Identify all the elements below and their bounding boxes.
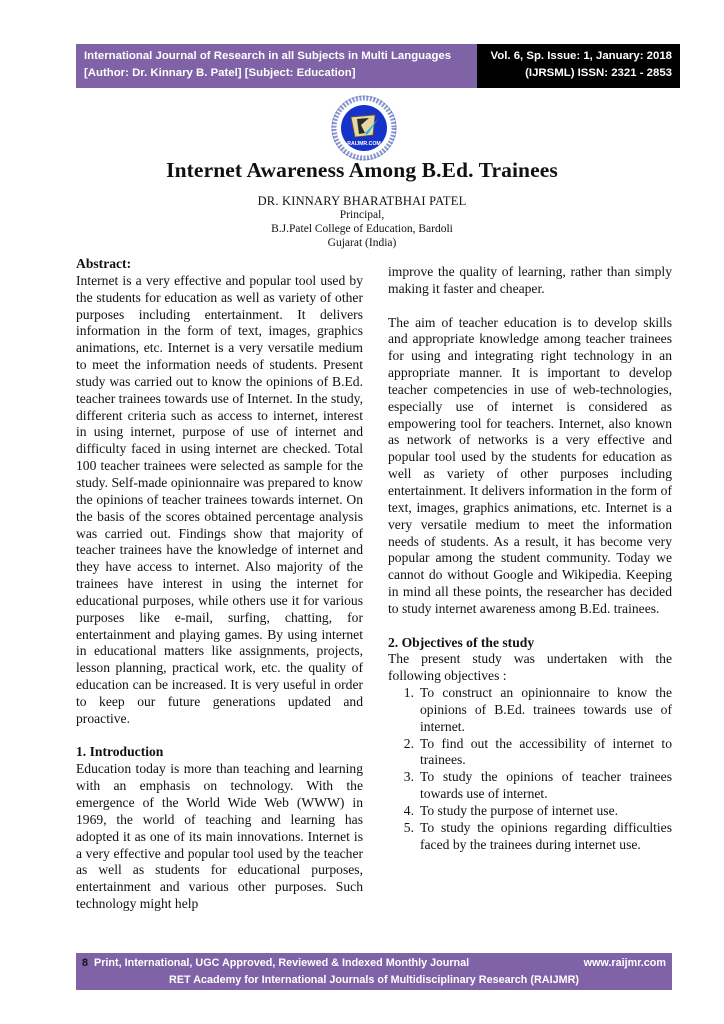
introduction-paragraph-1: Education today is more than teaching and learning with an emphasis on technology. With the emergence of the World Wide Web (WWW) in 1969, the world of teaching and learning has adopted it as one of its main innovations. Internet is a very effective and popular tool used by the teacher as well as students for educational purposes, entertainment and various other purposes. Such technology might help [76,761,363,912]
introduction-paragraph-2: The aim of teacher education is to develop skills and appropriate knowledge among teacher trainees for using and integrating right technology in an appropriate manner. It is important to develop teacher competencies in use of web-technologies, especially use of internet is considered as empowering tool for teachers. Internet, also known as network of networks is a very effective and popular tool used by the students for education as well as variety of other purposes including entertainment. It delivers information in the form of text, images, graphics animations, etc. Internet is a very versatile medium to meet the information needs of students. As a result, it has become very popular among the student community. Today we cannot do without Google and Wikipedia. Keeping in mind all these points, the researcher has decided to study internet awareness among B.Ed. trainees. [388,314,672,616]
introduction-heading: 1. Introduction [76,744,164,760]
list-item: 3. To study the opinions of teacher trainees towards use of internet. [403,769,672,802]
list-item: 5. To study the opinions regarding difficulties faced by the trainees during internet use. [403,819,672,852]
abstract-heading: Abstract: [76,256,132,271]
objectives-list [388,685,672,853]
author-location: Gujarat (India) [327,237,397,249]
journal-header-left [76,44,477,88]
author-block [0,194,724,250]
page-number: 8 [82,957,89,969]
list-item: 1. To construct an opinionnaire to know the opinions of B.Ed. trainees towards use of internet. [403,685,672,734]
introduction-paragraph-1-continued: improve the quality of learning, rather than simply making it faster and cheaper. [388,264,672,296]
author-name: DR. KINNARY BHARATBHAI PATEL [257,194,467,208]
footer-publisher: RET Academy for International Journals of Multidisciplinary Research (RAIJMR) [169,974,579,986]
journal-footer [76,953,672,990]
issn: (IJRSML) ISSN: 2321 - 2853 [525,67,672,79]
left-column [76,256,363,913]
abstract-text: Internet is a very effective and popular tool used by the students for education as well as variety of other purposes including entertainment. It delivers information in the form of text, images, graphics animations, etc. Internet is a very versatile medium to meet the information needs of students. Present study was carried out to know the opinions of B.Ed. teacher trainees towards use of Internet. In the study, different criteria such as access to internet, interest in using internet, purpose of use of internet and difficulty faced in using internet are checked. Total 100 teacher trainees were selected as sample for the study. Self-made opinionnaire was prepared to know the opinions of teacher trainees towards internet. On the basis of the scores obtained percentage analysis was carried out. Findings show that majority of teacher trainees have the knowledge of internet and they have access to internet. Also majority of the trainees have interest in using the internet for educational purposes, while others use it for various purposes like e-mail, surfing, chatting, for entertainment and playing games. By using internet in educational matters like assignments, projects, lesson planning, practical work, etc. the quality of education can be increased. It is very useful in order to keep our future generations updated and proactive. [76,272,363,726]
footer-website-link[interactable]: www.raijmr.com [583,957,666,969]
volume-issue: Vol. 6, Sp. Issue: 1, January: 2018 [490,50,672,62]
author-position: Principal, [339,209,385,221]
footer-tagline: Print, International, UGC Approved, Reviewed & Indexed Monthly Journal [94,957,470,969]
journal-header [76,44,680,88]
author-subject-line: [Author: Dr. Kinnary B. Patel] [Subject: Education] [84,67,356,79]
journal-header-right [477,44,680,88]
objectives-intro: The present study was undertaken with the following objectives : [388,651,672,684]
article-title: Internet Awareness Among B.Ed. Trainees [166,158,558,182]
list-item: 4. To study the purpose of internet use. [403,803,619,818]
raijmr-logo-icon [331,95,397,161]
list-item: 2. To find out the accessibility of internet to trainees. [403,735,672,768]
right-column [388,264,672,854]
journal-name: International Journal of Research in all Subjects in Multi Languages [84,50,452,62]
objectives-heading: 2. Objectives of the study [388,634,535,650]
svg-text:RAIJMR.COM: RAIJMR.COM [347,141,381,147]
author-institution: B.J.Patel College of Education, Bardoli [271,223,453,235]
